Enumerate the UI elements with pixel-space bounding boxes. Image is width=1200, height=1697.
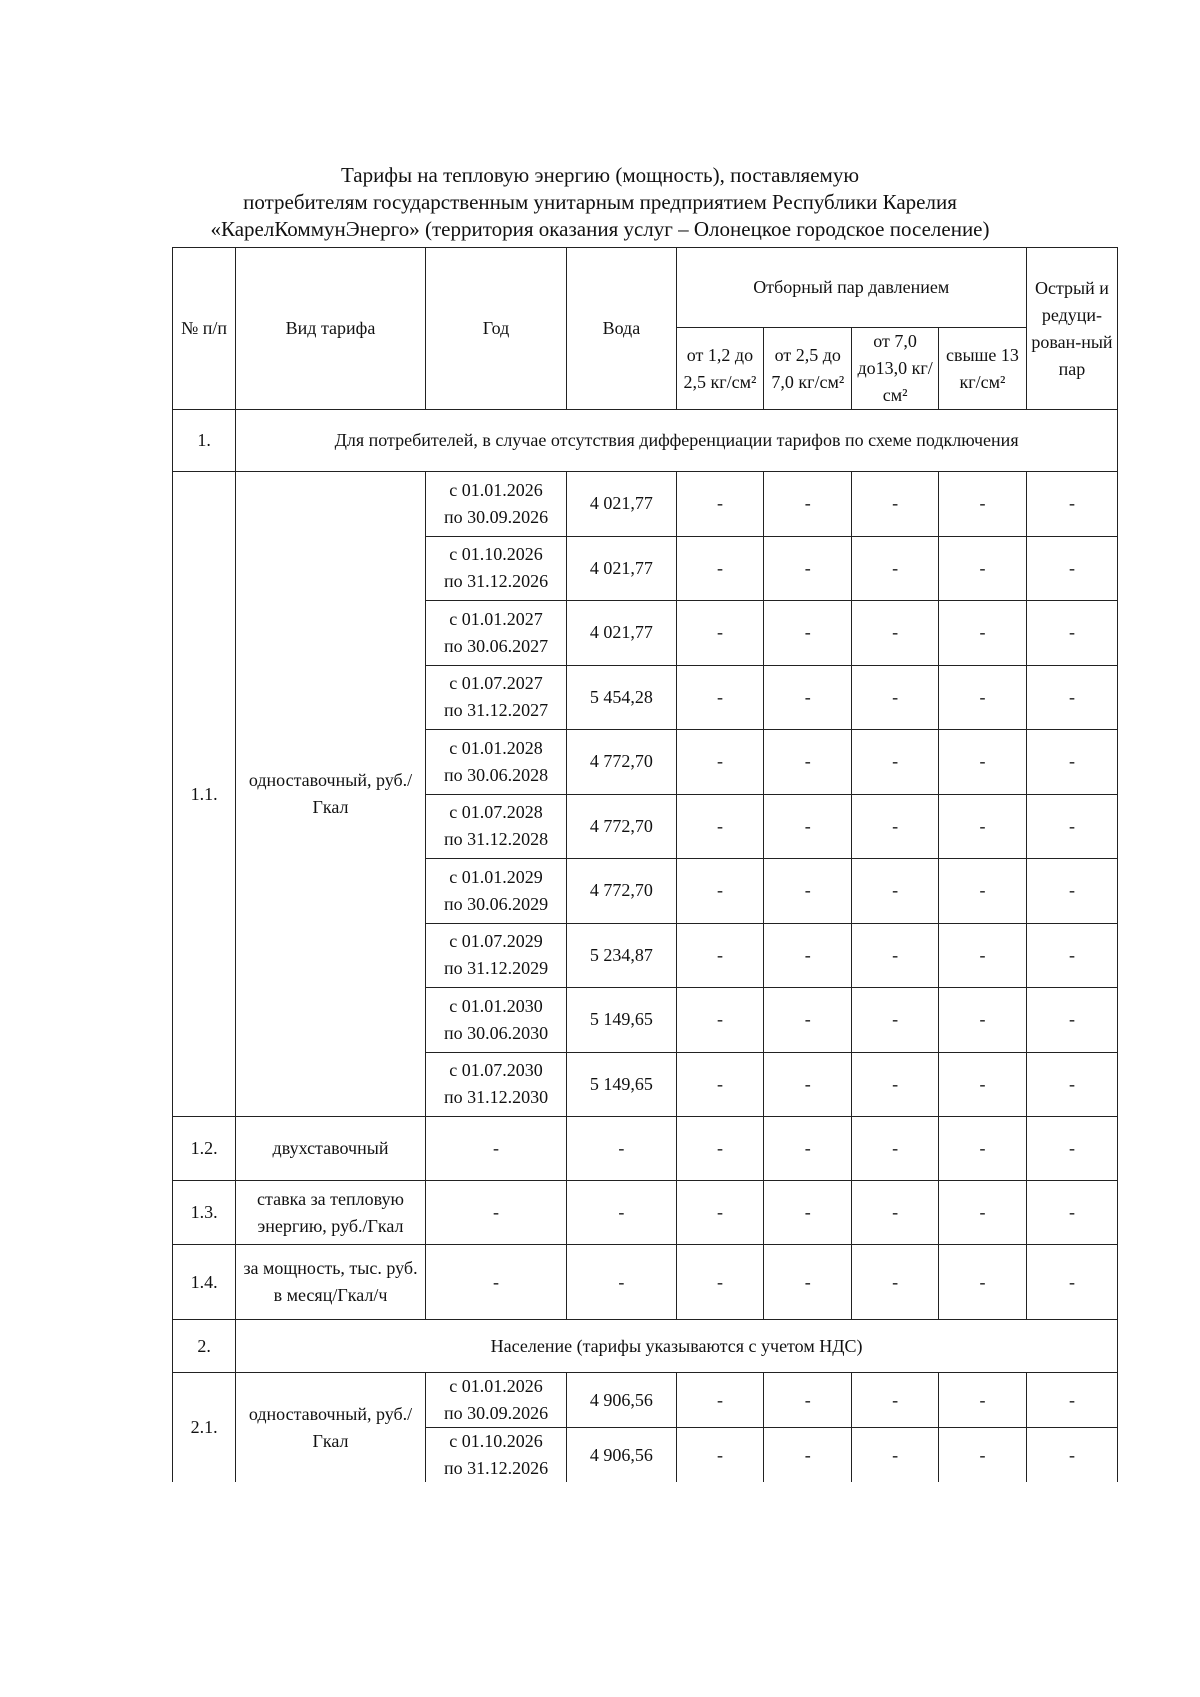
document-title — [0, 162, 1200, 243]
empty-value-cell: - — [764, 536, 852, 601]
empty-value-cell: - — [1026, 794, 1117, 859]
period-to: по 30.06.2030 — [443, 1022, 549, 1043]
empty-value-cell: - — [764, 923, 852, 988]
period-to: по 30.09.2026 — [443, 506, 549, 527]
empty-value-cell: - — [764, 665, 852, 730]
empty-value-cell: - — [1026, 1052, 1117, 1117]
row-num: 2.1. — [173, 1373, 236, 1483]
empty-value-cell: - — [676, 601, 764, 666]
empty-value-cell: - — [425, 1117, 566, 1181]
empty-value-cell: - — [1026, 1373, 1117, 1428]
empty-value-cell: - — [1026, 1245, 1117, 1320]
period-from: с 01.07.2029 — [449, 931, 543, 952]
empty-value-cell: - — [1026, 859, 1117, 924]
period-to: по 31.12.2028 — [443, 829, 549, 850]
period-from: с 01.10.2026 — [449, 1431, 543, 1451]
tariff-row — [173, 472, 1118, 537]
empty-value-cell: - — [852, 794, 939, 859]
period-from: с 01.07.2030 — [449, 1060, 543, 1081]
empty-value-cell: - — [676, 1373, 764, 1428]
empty-value-cell: - — [764, 859, 852, 924]
empty-value-cell: - — [852, 988, 939, 1053]
section-num: 2. — [173, 1320, 236, 1373]
empty-value-cell: - — [1026, 665, 1117, 730]
water-value: 4 906,56 — [567, 1428, 676, 1483]
water-value: 4 772,70 — [567, 859, 676, 924]
empty-value-cell: - — [939, 1181, 1027, 1245]
empty-value-cell: - — [764, 1428, 852, 1483]
water-value: 4 021,77 — [567, 472, 676, 537]
empty-value-cell: - — [676, 923, 764, 988]
empty-value-cell: - — [676, 794, 764, 859]
empty-value-cell: - — [676, 988, 764, 1053]
empty-value-cell: - — [852, 665, 939, 730]
empty-value-cell: - — [1026, 536, 1117, 601]
period-from: с 01.01.2026 — [449, 479, 543, 500]
empty-value-cell: - — [676, 472, 764, 537]
empty-value-cell: - — [567, 1245, 676, 1320]
period-from: с 01.07.2027 — [449, 673, 543, 694]
header-year: Год — [425, 248, 566, 410]
empty-value-cell: - — [764, 1181, 852, 1245]
empty-value-cell: - — [1026, 1117, 1117, 1181]
period-cell — [425, 859, 566, 924]
empty-value-cell: - — [852, 1181, 939, 1245]
row-kind: одноставочный, руб./Гкал — [236, 1373, 426, 1483]
period-cell — [425, 601, 566, 666]
empty-value-cell: - — [764, 1373, 852, 1428]
empty-value-cell: - — [939, 1052, 1027, 1117]
period-to: по 30.06.2027 — [443, 635, 549, 656]
empty-value-cell: - — [939, 601, 1027, 666]
period-to: по 30.06.2028 — [443, 764, 549, 785]
section-row — [173, 1320, 1118, 1373]
period-from: с 01.01.2030 — [449, 995, 543, 1016]
period-to: по 31.12.2027 — [443, 700, 549, 721]
period-to: по 30.06.2029 — [443, 893, 549, 914]
water-value: 4 772,70 — [567, 730, 676, 795]
empty-value-cell: - — [1026, 988, 1117, 1053]
period-to: по 31.12.2026 — [443, 571, 549, 592]
water-value: 5 149,65 — [567, 1052, 676, 1117]
period-cell — [425, 1428, 566, 1483]
empty-value-cell: - — [939, 730, 1027, 795]
period-cell — [425, 1052, 566, 1117]
water-value: 4 906,56 — [567, 1373, 676, 1428]
row-kind: двухставочный — [236, 1117, 426, 1181]
header-water: Вода — [567, 248, 676, 410]
period-cell — [425, 730, 566, 795]
empty-value-cell: - — [939, 1117, 1027, 1181]
empty-value-cell: - — [764, 1117, 852, 1181]
section-num: 1. — [173, 410, 236, 472]
empty-value-cell: - — [764, 472, 852, 537]
empty-value-cell: - — [764, 988, 852, 1053]
empty-value-cell: - — [852, 1373, 939, 1428]
empty-value-cell: - — [852, 1052, 939, 1117]
empty-value-cell: - — [764, 601, 852, 666]
empty-value-cell: - — [676, 859, 764, 924]
row-kind: за мощность, тыс. руб. в месяц/Гкал/ч — [236, 1245, 426, 1320]
empty-value-cell: - — [764, 794, 852, 859]
header-steam-group: Отборный пар давлением — [676, 248, 1026, 328]
period-to: по 31.12.2026 — [443, 1458, 549, 1478]
water-value: 4 021,77 — [567, 601, 676, 666]
period-cell — [425, 794, 566, 859]
header-kind: Вид тарифа — [236, 248, 426, 410]
section-row — [173, 410, 1118, 472]
period-from: с 01.10.2026 — [449, 544, 543, 565]
empty-value-cell: - — [1026, 472, 1117, 537]
header-sharp-steam: Острый и редуци-рован-ный пар — [1026, 248, 1117, 410]
empty-value-cell: - — [1026, 1428, 1117, 1483]
empty-value-cell: - — [764, 730, 852, 795]
empty-value-cell: - — [425, 1245, 566, 1320]
row-num: 1.1. — [173, 472, 236, 1117]
empty-value-cell: - — [939, 1245, 1027, 1320]
period-from: с 01.01.2027 — [449, 608, 543, 629]
empty-value-cell: - — [764, 1052, 852, 1117]
empty-value-cell: - — [1026, 730, 1117, 795]
water-value: 5 234,87 — [567, 923, 676, 988]
empty-value-cell: - — [676, 1117, 764, 1181]
empty-value-cell: - — [676, 1052, 764, 1117]
empty-value-cell: - — [852, 859, 939, 924]
title-line-1: Тарифы на тепловую энергию (мощность), поставляемую — [340, 163, 860, 187]
empty-value-cell: - — [676, 1181, 764, 1245]
empty-value-cell: - — [676, 536, 764, 601]
empty-value-cell: - — [852, 1117, 939, 1181]
empty-value-cell: - — [939, 988, 1027, 1053]
title-line-2: потребителям государственным унитарным предприятием Республики Карелия — [243, 190, 957, 214]
tariff-row — [173, 1181, 1118, 1245]
empty-value-cell: - — [939, 1373, 1027, 1428]
period-cell — [425, 923, 566, 988]
empty-value-cell: - — [676, 1428, 764, 1483]
header-pressure-3: от 7,0 до13,0 кг/см² — [852, 328, 939, 410]
period-to: по 31.12.2030 — [443, 1087, 549, 1108]
empty-value-cell: - — [939, 859, 1027, 924]
empty-value-cell: - — [939, 472, 1027, 537]
empty-value-cell: - — [676, 730, 764, 795]
empty-value-cell: - — [939, 665, 1027, 730]
period-cell — [425, 1373, 566, 1428]
tariff-row — [173, 1245, 1118, 1320]
empty-value-cell: - — [852, 536, 939, 601]
tariff-row — [173, 1117, 1118, 1181]
header-pressure-4: свыше 13 кг/см² — [939, 328, 1027, 410]
section-label: Для потребителей, в случае отсутствия дифференциации тарифов по схеме подключения — [236, 410, 1118, 472]
water-value: 5 149,65 — [567, 988, 676, 1053]
period-cell — [425, 665, 566, 730]
empty-value-cell: - — [852, 1245, 939, 1320]
period-from: с 01.01.2028 — [449, 737, 543, 758]
empty-value-cell: - — [1026, 601, 1117, 666]
empty-value-cell: - — [939, 1428, 1027, 1483]
empty-value-cell: - — [425, 1181, 566, 1245]
empty-value-cell: - — [852, 1428, 939, 1483]
empty-value-cell: - — [567, 1117, 676, 1181]
period-from: с 01.07.2028 — [449, 802, 543, 823]
title-line-3: «КарелКоммунЭнерго» (территория оказания услуг – Олонецкое городское поселение) — [210, 217, 990, 241]
empty-value-cell: - — [852, 923, 939, 988]
empty-value-cell: - — [567, 1181, 676, 1245]
empty-value-cell: - — [1026, 1181, 1117, 1245]
empty-value-cell: - — [764, 1245, 852, 1320]
header-pressure-2: от 2,5 до 7,0 кг/см² — [764, 328, 852, 410]
period-from: с 01.01.2029 — [449, 866, 543, 887]
water-value: 5 454,28 — [567, 665, 676, 730]
section-label: Население (тарифы указываются с учетом НДС) — [236, 1320, 1118, 1373]
empty-value-cell: - — [676, 1245, 764, 1320]
empty-value-cell: - — [939, 923, 1027, 988]
empty-value-cell: - — [852, 472, 939, 537]
empty-value-cell: - — [939, 536, 1027, 601]
tariff-table — [172, 247, 1118, 1482]
row-kind: одноставочный, руб./Гкал — [236, 472, 426, 1117]
empty-value-cell: - — [1026, 923, 1117, 988]
period-from: с 01.01.2026 — [449, 1376, 543, 1396]
empty-value-cell: - — [676, 665, 764, 730]
header-pressure-1: от 1,2 до 2,5 кг/см² — [676, 328, 764, 410]
row-num: 1.2. — [173, 1117, 236, 1181]
period-to: по 30.09.2026 — [443, 1403, 549, 1423]
tariff-row — [173, 1373, 1118, 1428]
empty-value-cell: - — [852, 730, 939, 795]
row-num: 1.3. — [173, 1181, 236, 1245]
period-cell — [425, 472, 566, 537]
period-cell — [425, 536, 566, 601]
water-value: 4 021,77 — [567, 536, 676, 601]
row-kind: ставка за тепловую энергию, руб./Гкал — [236, 1181, 426, 1245]
header-row-1 — [173, 248, 1118, 328]
empty-value-cell: - — [939, 794, 1027, 859]
empty-value-cell: - — [852, 601, 939, 666]
header-num: № п/п — [173, 248, 236, 410]
period-to: по 31.12.2029 — [443, 958, 549, 979]
row-num: 1.4. — [173, 1245, 236, 1320]
water-value: 4 772,70 — [567, 794, 676, 859]
period-cell — [425, 988, 566, 1053]
